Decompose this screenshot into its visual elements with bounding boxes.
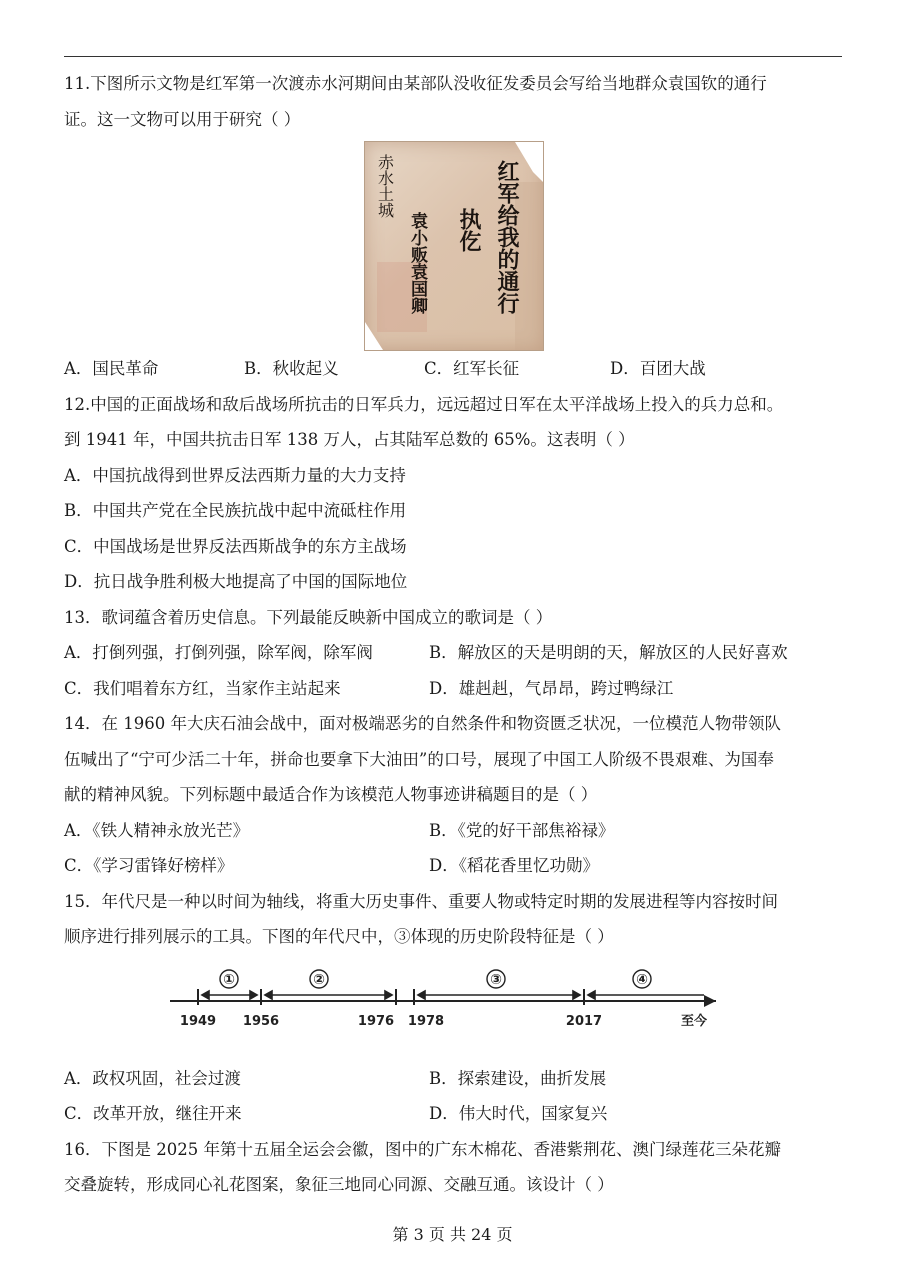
question-content [64, 66, 842, 1203]
q16-stem-line-1: 16．下图是 2025 年第十五届全运会会徽，图中的广东木棉花、香港紫荆花、澳门绿莲花三朵花瓣 [64, 1139, 781, 1159]
q12-option-b[interactable]: B．中国共产党在全民族抗战中起中流砥柱作用 [64, 501, 407, 520]
q11-option-b[interactable]: B．秋收起义 [244, 359, 339, 378]
q11-options [64, 351, 842, 387]
q14-stem-line-1: 14．在 1960 年大庆石油会战中，面对极端恶劣的自然条件和物资匮乏状况，一位模范人物带领队 [64, 714, 781, 733]
q13-stem: 13．歌词蕴含着历史信息。下列最能反映新中国成立的歌词是（ ） [64, 607, 553, 627]
q14-options-row-1 [64, 813, 842, 849]
timeline-year-1949: 1949 [179, 1013, 217, 1029]
q14-option-a[interactable]: A．《铁人精神永放光芒》 [64, 820, 250, 840]
timeline-mark-3: ③ [490, 971, 502, 988]
q12-stem-line-2: 到 1941 年，中国共抗击日军 138 万人，占其陆军总数的 65%。这表明（ ） [64, 430, 635, 449]
artifact-text-col-1: 红军给我的通行 [494, 160, 520, 314]
q15-timeline [64, 955, 842, 1061]
q13-option-c[interactable]: C．我们唱着东方红，当家作主站起来 [64, 678, 341, 698]
q15-option-c[interactable]: C．改革开放，继往开来 [64, 1104, 242, 1123]
q15-stem-line-2: 顺序进行排列展示的工具。下图的年代尺中，③体现的历史阶段特征是（ ） [64, 927, 614, 946]
q13-options-row-2 [64, 671, 842, 707]
q15-option-a[interactable]: A．政权巩固，社会过渡 [64, 1068, 241, 1088]
page-number-footer: 第 3 页 共 24 页 [392, 1225, 513, 1244]
q13-option-a[interactable]: A．打倒列强，打倒列强，除军阀，除军阀 [64, 643, 373, 662]
q11-stem-line-1: 11.下图所示文物是红军第一次渡赤水河期间由某部队没收征发委员会写给当地群众袁国钦的通行 [64, 74, 767, 93]
red-army-pass-artifact-image [364, 141, 544, 351]
q15-stem-line-1: 15．年代尺是一种以时间为轴线，将重大历史事件、重要人物或特定时期的发展进程等内容按时间 [64, 891, 778, 911]
artifact-text-col-3: 赤水土城 [375, 154, 395, 218]
q11-stem-line-2: 证。这一文物可以用于研究（ ） [64, 109, 301, 129]
timeline-mark-4: ④ [636, 971, 648, 988]
q15-option-b[interactable]: B．探索建设，曲折发展 [429, 1068, 607, 1088]
q12-option-c[interactable]: C．中国战场是世界反法西斯战争的东方主战场 [64, 536, 407, 556]
timeline-year-2017: 2017 [565, 1013, 603, 1029]
q12-stem-line-1: 12.中国的正面战场和敌后战场所抗击的日军兵力，远远超过日军在太平洋战场上投入的兵力总和。 [64, 394, 784, 414]
timeline-year-1976: 1976 [357, 1013, 395, 1029]
q16-stem-line-2: 交叠旋转，形成同心礼花图案，象征三地同心同源、交融互通。该设计（ ） [64, 1175, 614, 1194]
q15-options-row-1 [64, 1061, 842, 1097]
q15-options-row-2 [64, 1096, 842, 1132]
q11-option-d[interactable]: D．百团大战 [610, 359, 706, 378]
q11-option-c[interactable]: C．红军长征 [424, 359, 520, 378]
q14-stem-line-3: 献的精神风貌。下列标题中最适合作为该模范人物事迹讲稿题目的是（ ） [64, 785, 598, 804]
timeline-mark-1: ① [223, 971, 235, 988]
q14-option-c[interactable]: C．《学习雷锋好榜样》 [64, 856, 234, 875]
q11-option-a[interactable]: A．国民革命 [64, 359, 159, 378]
q14-options-row-2 [64, 848, 842, 884]
q13-option-b[interactable]: B．解放区的天是明朗的天，解放区的人民好喜欢 [429, 643, 788, 662]
header-rule [64, 56, 842, 57]
timeline-label-present: 至今 [680, 1013, 708, 1029]
q11-figure [64, 137, 842, 351]
timeline-mark-2: ② [313, 971, 325, 988]
q13-option-d[interactable]: D．雄赳赳，气昂昂，跨过鸭绿江 [429, 678, 674, 698]
timeline-year-1978: 1978 [407, 1013, 445, 1029]
q12-option-a[interactable]: A．中国抗战得到世界反法西斯力量的大力支持 [64, 465, 406, 485]
q14-option-b[interactable]: B．《党的好干部焦裕禄》 [429, 820, 615, 840]
q14-option-d[interactable]: D．《稻花香里忆功勋》 [429, 856, 599, 875]
q14-stem-line-2: 伍喊出了“宁可少活二十年，拼命也要拿下大油田”的口号，展现了中国工人阶级不畏艰难、为国奉 [64, 749, 774, 769]
timeline-year-1956: 1956 [242, 1013, 280, 1029]
artifact-text-col-2: 执仡 [456, 208, 482, 252]
q12-option-d[interactable]: D．抗日战争胜利极大地提高了中国的国际地位 [64, 572, 408, 591]
artifact-text-col-4: 袁小贩袁国卿 [407, 212, 427, 314]
q15-option-d[interactable]: D．伟大时代，国家复兴 [429, 1104, 608, 1123]
q13-options-row-1 [64, 635, 842, 671]
